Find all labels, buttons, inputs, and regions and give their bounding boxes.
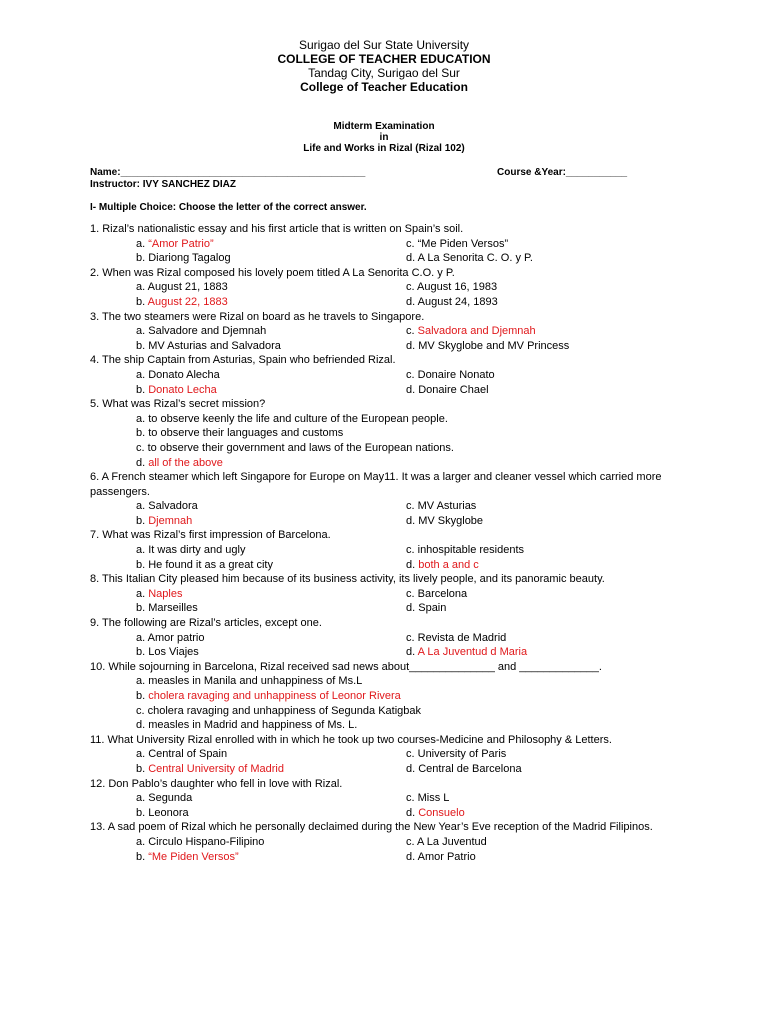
instructions: I- Multiple Choice: Choose the letter of the correct answer. [90, 202, 367, 213]
question-10 [90, 660, 680, 733]
option [406, 806, 646, 821]
question-text: 7. What was Rizal’s first impression of Barcelona. [90, 529, 331, 542]
correct-answer: Donato Lecha [148, 383, 217, 396]
option-text: MV Asturias and Salvadora [148, 339, 281, 352]
correct-answer: August 22, 1883 [147, 295, 228, 308]
question-13 [90, 820, 680, 864]
question-6 [90, 470, 680, 528]
option-text: MV Skyglobe and MV Princess [418, 339, 570, 352]
question-text: 9. The following are Rizal’s articles, except one. [90, 617, 322, 630]
option [406, 543, 646, 558]
option-letter: d. [406, 602, 419, 615]
correct-answer: Naples [148, 587, 183, 600]
option-letter: b. [136, 383, 149, 396]
question-7 [90, 528, 680, 572]
option [406, 558, 646, 573]
college-caps: COLLEGE OF TEACHER EDUCATION [277, 52, 491, 66]
option-letter: c. [136, 441, 148, 454]
instructor-field: Instructor: IVY SANCHEZ DIAZ [90, 179, 236, 190]
option [136, 543, 406, 558]
option-text: Leonora [148, 806, 189, 819]
option-text: August 16, 1983 [417, 281, 498, 294]
option-text: August 24, 1893 [417, 295, 498, 308]
option [136, 295, 406, 310]
option-letter: c. [406, 631, 418, 644]
option-letter: d. [406, 252, 418, 265]
option [136, 631, 406, 646]
option [406, 645, 646, 660]
option [136, 850, 406, 865]
option-text: Donaire Chael [418, 383, 489, 396]
option-letter: b. [136, 514, 149, 527]
option [406, 587, 646, 602]
option-text: to observe keenly the life and culture of the European people. [148, 412, 448, 425]
question-3 [90, 310, 680, 354]
option-text: August 21, 1883 [147, 281, 228, 294]
option-letter: b. [136, 427, 149, 440]
option [136, 704, 646, 719]
option [136, 324, 406, 339]
option-letter: a. [136, 412, 149, 425]
option-letter: b. [136, 252, 149, 265]
option-text: Marseilles [148, 602, 198, 615]
option-letter: c. [406, 835, 418, 848]
option-text: inhospitable residents [417, 544, 525, 557]
option-text: cholera ravaging and unhappiness of Segunda Katigbak [147, 704, 421, 717]
option [406, 762, 646, 777]
option [136, 383, 406, 398]
question-1 [90, 222, 680, 266]
option-letter: a. [136, 368, 149, 381]
option-text: Donato Alecha [148, 368, 220, 381]
options [90, 791, 680, 820]
option-letter: a. [136, 587, 149, 600]
option-letter: a. [136, 544, 149, 557]
option-letter: d. [406, 383, 419, 396]
option-text: to observe their government and laws of the European nations. [147, 441, 454, 454]
option [136, 441, 646, 456]
options [90, 280, 680, 309]
option-letter: b. [136, 762, 149, 775]
option [136, 718, 646, 733]
option-letter: c. [406, 325, 418, 338]
option-letter: d. [406, 850, 418, 863]
option-letter: c. [406, 368, 418, 381]
option-letter: c. [406, 500, 418, 513]
option [136, 835, 406, 850]
option-letter: a. [136, 835, 149, 848]
question-text: 13. A sad poem of Rizal which he personally declaimed during the New Year’s Eve reception of the Madrid Filipinos. [90, 821, 653, 834]
option-text: to observe their languages and customs [148, 427, 344, 440]
option-letter: d. [406, 762, 419, 775]
option-letter: c. [136, 704, 148, 717]
option-text: Circulo Hispano-Filipino [148, 835, 265, 848]
option-text: MV Skyglobe [418, 514, 484, 527]
option-text: University of Paris [417, 748, 507, 761]
option [136, 426, 646, 441]
correct-answer: “Me Piden Versos” [148, 850, 239, 863]
option-letter: d. [406, 339, 419, 352]
option-letter: d. [406, 646, 418, 659]
option-text: Barcelona [417, 587, 468, 600]
option-text: Central of Spain [148, 748, 228, 761]
options [90, 368, 680, 397]
option-text: A La Senorita C. O. y P. [417, 252, 533, 265]
options [90, 543, 680, 572]
exam-title-line1: Midterm Examination [333, 121, 435, 132]
option-text: It was dirty and ugly [148, 544, 246, 557]
question-text: 8. This Italian City pleased him because of its business activity, its lively people, and its panoramic beauty. [90, 573, 605, 586]
question-9 [90, 616, 680, 660]
correct-answer: both a and c [418, 558, 479, 571]
option-letter: d. [406, 295, 418, 308]
college-name: College of Teacher Education [300, 80, 468, 94]
option [136, 368, 406, 383]
option-letter: b. [136, 602, 149, 615]
option [406, 251, 646, 266]
university-name: Surigao del Sur State University [298, 38, 470, 52]
option-letter: d. [406, 514, 419, 527]
option [136, 456, 646, 471]
question-5 [90, 397, 680, 470]
option [136, 762, 406, 777]
option [136, 339, 406, 354]
option-text: Revista de Madrid [417, 631, 507, 644]
city: Tandag City, Surigao del Sur [308, 66, 460, 80]
option-letter: c. [406, 544, 418, 557]
exam-title-line3: Life and Works in Rizal (Rizal 102) [303, 143, 465, 154]
option-text: Central de Barcelona [418, 762, 522, 775]
option [136, 645, 406, 660]
option [136, 587, 406, 602]
question-text: 5. What was Rizal’s secret mission? [90, 398, 266, 411]
option [406, 339, 646, 354]
option-letter: c. [406, 748, 418, 761]
option-letter: b. [136, 646, 149, 659]
option-letter: a. [136, 631, 148, 644]
option-letter: a. [136, 675, 149, 688]
option [136, 806, 406, 821]
correct-answer: Djemnah [148, 514, 193, 527]
option-letter: b. [136, 339, 149, 352]
option-letter: c. [406, 237, 418, 250]
option [136, 280, 406, 295]
option-text: “Me Piden Versos” [417, 237, 509, 250]
options [90, 747, 680, 776]
option [136, 674, 646, 689]
option-text: Segunda [148, 792, 193, 805]
correct-answer: all of the above [148, 456, 223, 469]
option [136, 412, 646, 427]
option [406, 631, 646, 646]
document-header [0, 38, 768, 94]
option-text: Amor Patrio [417, 850, 476, 863]
option-text: MV Asturias [417, 500, 477, 513]
option-text: Diariong Tagalog [148, 252, 231, 265]
option-letter: b. [136, 558, 149, 571]
option-letter: c. [406, 281, 418, 294]
option-text: He found it as a great city [148, 558, 273, 571]
option-letter: b. [136, 850, 149, 863]
option [406, 601, 646, 616]
option [406, 514, 646, 529]
option [406, 835, 646, 850]
option [136, 689, 646, 704]
course-year-field: Course &Year:___________ [497, 167, 628, 178]
option-text: Donaire Nonato [417, 368, 495, 381]
option-letter: b. [136, 295, 148, 308]
correct-answer: A La Juventud d Maria [417, 646, 528, 659]
options [90, 499, 680, 528]
option-letter: a. [136, 500, 149, 513]
options [90, 631, 680, 660]
option [406, 280, 646, 295]
options [90, 237, 680, 266]
question-list [90, 222, 680, 864]
option-text: Amor patrio [147, 631, 205, 644]
option-letter: d. [406, 558, 419, 571]
option-letter: a. [136, 237, 149, 250]
option [406, 747, 646, 762]
exam-title-line2: in [379, 132, 389, 143]
question-text: 10. While sojourning in Barcelona, Rizal received sad news about______________ and _____________. [90, 660, 602, 673]
question-text: 12. Don Pablo’s daughter who fell in love with Rizal. [90, 777, 343, 790]
options [90, 835, 680, 864]
option-text: Salvadora [148, 500, 198, 513]
option-letter: d. [136, 719, 149, 732]
question-12 [90, 777, 680, 821]
option [406, 499, 646, 514]
option [136, 601, 406, 616]
option [406, 368, 646, 383]
correct-answer: cholera ravaging and unhappiness of Leonor Rivera [148, 690, 401, 702]
question-2 [90, 266, 680, 310]
option-text: Spain [418, 602, 447, 615]
option-letter: a. [136, 792, 149, 805]
option-text: measles in Madrid and happiness of Ms. L. [148, 719, 358, 732]
option-letter: d. [406, 806, 419, 819]
question-text: 1. Rizal’s nationalistic essay and his first article that is written on Spain’s soil. [90, 223, 464, 235]
correct-answer: Salvadora and Djemnah [417, 325, 536, 338]
correct-answer: “Amor Patrio” [148, 237, 214, 250]
option-text: Miss L [417, 792, 450, 805]
question-text: 6. A French steamer which left Singapore for Europe on May11. It was a larger and cleaner vessel which carried more passengers. [90, 471, 662, 498]
option [136, 499, 406, 514]
correct-answer: Consuelo [418, 806, 465, 819]
option [406, 295, 646, 310]
question-text: 11. What University Rizal enrolled with in which he took up two courses-Medicine and Philosophy & Letters. [90, 733, 612, 746]
options [90, 674, 680, 732]
option [406, 237, 646, 252]
exam-title [0, 121, 768, 154]
option [136, 747, 406, 762]
correct-answer: Central University of Madrid [148, 762, 284, 775]
option-letter: a. [136, 281, 148, 294]
option [406, 324, 646, 339]
option-text: measles in Manila and unhappiness of Ms.L [148, 675, 363, 688]
option-text: Los Viajes [148, 646, 199, 659]
options [90, 412, 680, 470]
question-text: 4. The ship Captain from Asturias, Spain who befriended Rizal. [90, 354, 396, 367]
option-letter: b. [136, 806, 149, 819]
question-8 [90, 572, 680, 616]
options [90, 324, 680, 353]
option [136, 237, 406, 252]
option-letter: a. [136, 748, 149, 761]
option-letter: a. [136, 325, 149, 338]
option [136, 558, 406, 573]
question-11 [90, 733, 680, 777]
option-text: A La Juventud [417, 835, 487, 848]
option [406, 383, 646, 398]
question-text: 3. The two steamers were Rizal on board as he travels to Singapore. [90, 310, 425, 323]
option-letter: c. [406, 792, 418, 805]
option [406, 791, 646, 806]
options [90, 587, 680, 616]
option [136, 514, 406, 529]
option [136, 251, 406, 266]
option-letter: d. [136, 456, 149, 469]
option [406, 850, 646, 865]
question-4 [90, 353, 680, 397]
option-letter: b. [136, 690, 149, 702]
option-text: Salvadore and Djemnah [148, 325, 267, 338]
option [136, 791, 406, 806]
question-text: 2. When was Rizal composed his lovely poem titled A La Senorita C.O. y P. [90, 266, 455, 279]
option-letter: c. [406, 587, 418, 600]
name-field: Name:____________________________________________ [90, 167, 366, 178]
